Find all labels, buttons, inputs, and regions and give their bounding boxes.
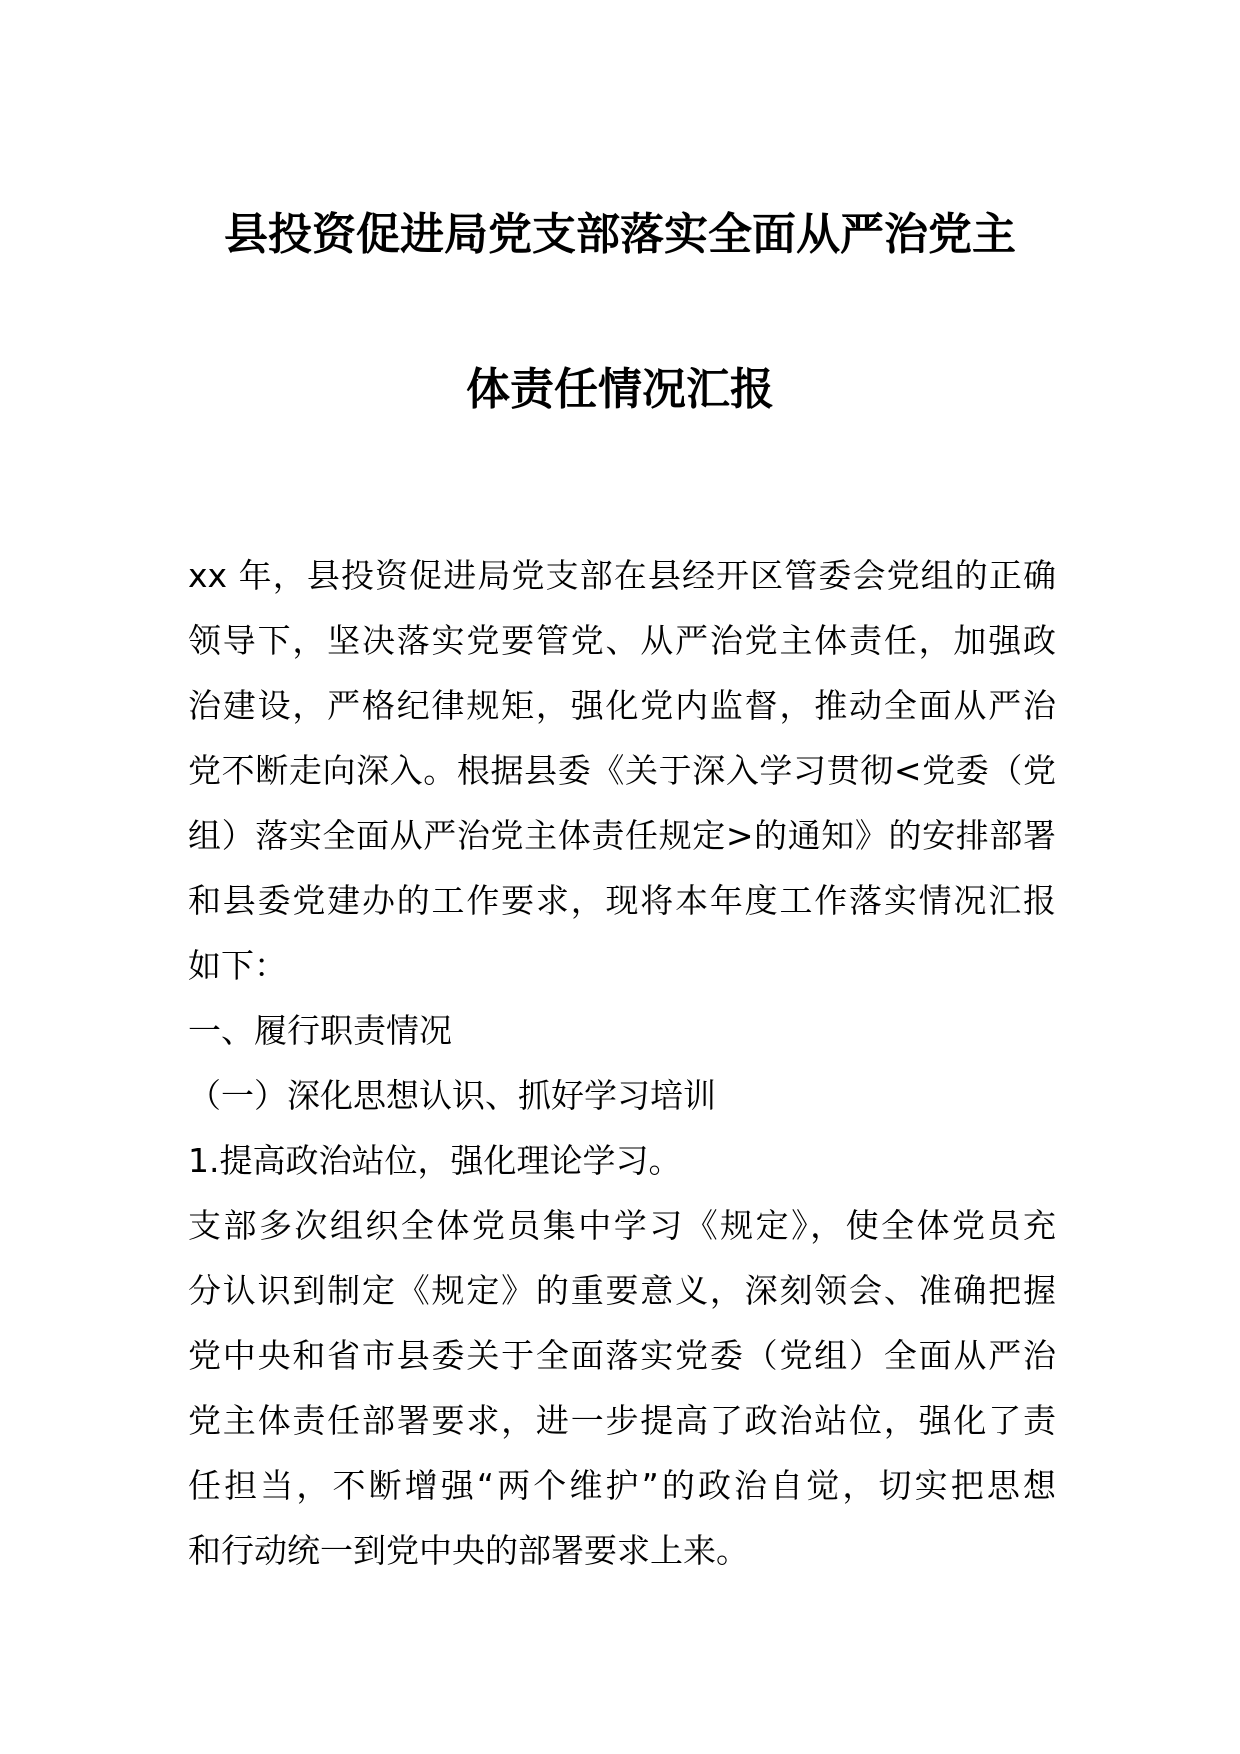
body-line: 治建设，严格纪律规矩，强化党内监督，推动全面从严治 xyxy=(188,686,1056,725)
body-line: 和县委党建办的工作要求，现将本年度工作落实情况汇报 xyxy=(188,881,1056,920)
body-line: 如下： xyxy=(188,946,287,985)
subsection-heading: （一）深化思想认识、抓好学习培训 xyxy=(188,1076,716,1115)
body-line: 支部多次组织全体党员集中学习《规定》，使全体党员充 xyxy=(188,1206,1056,1245)
body-line: 领导下，坚决落实党要管党、从严治党主体责任，加强政 xyxy=(188,621,1056,660)
body-line: xx 年，县投资促进局党支部在县经开区管委会党组的正确 xyxy=(188,556,1056,595)
section-heading: 一、履行职责情况 xyxy=(188,1011,452,1050)
body-line: 党主体责任部署要求，进一步提高了政治站位，强化了责 xyxy=(188,1401,1056,1440)
body-line: 党中央和省市县委关于全面落实党委（党组）全面从严治 xyxy=(188,1336,1056,1375)
document-title-line-2: 体责任情况汇报 xyxy=(466,364,774,415)
body-line: 组）落实全面从严治党主体责任规定>的通知》的安排部署 xyxy=(188,816,1056,855)
body-line: 任担当，不断增强“两个维护”的政治自觉，切实把思想 xyxy=(188,1466,1056,1505)
body-line: 党不断走向深入。根据县委《关于深入学习贯彻<党委（党 xyxy=(188,751,1056,790)
body-line: 分认识到制定《规定》的重要意义，深刻领会、准确把握 xyxy=(188,1271,1056,1310)
document-body xyxy=(188,543,1056,1583)
document-title-line-1: 县投资促进局党支部落实全面从严治党主 xyxy=(224,209,1016,260)
body-line: 和行动统一到党中央的部署要求上来。 xyxy=(188,1531,749,1570)
item-heading: 1.提高政治站位，强化理论学习。 xyxy=(188,1141,682,1180)
